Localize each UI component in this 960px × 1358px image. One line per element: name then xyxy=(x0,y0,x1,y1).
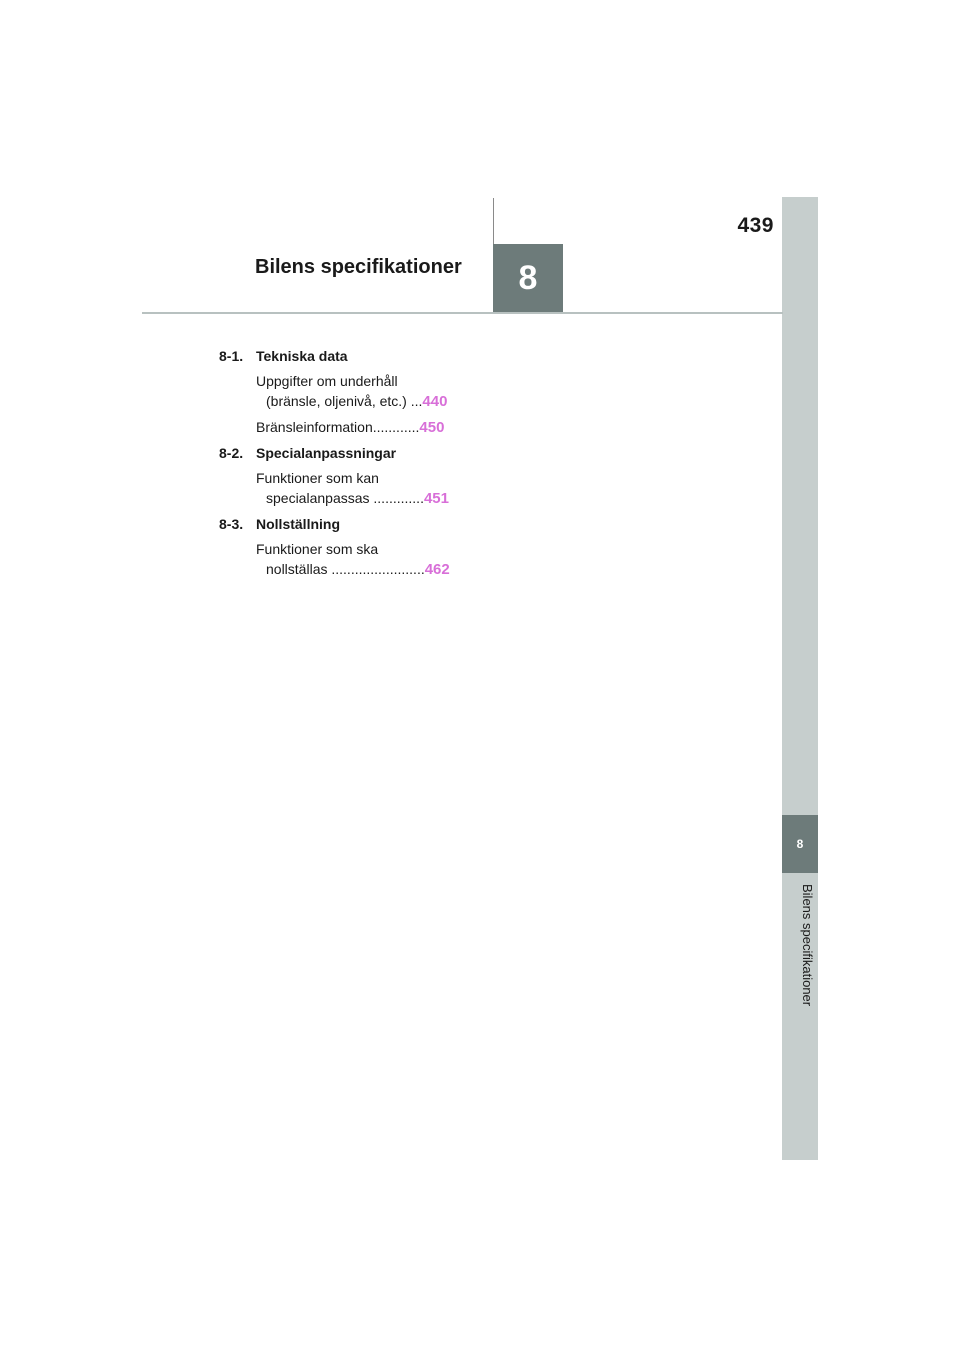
entry-page-link[interactable]: 450 xyxy=(419,419,445,436)
toc-section-8-2[interactable] xyxy=(219,443,479,463)
entry-text-line2: nollställas ........................ xyxy=(266,561,425,577)
entry-text-line1: Funktioner som kan xyxy=(256,470,379,486)
toc-section-8-1[interactable] xyxy=(219,346,479,366)
entry-page-link[interactable]: 451 xyxy=(423,490,449,507)
entry-text-line2: (bränsle, oljenivå, etc.) ... xyxy=(266,393,423,409)
entry-text-line2: specialanpassas ............. xyxy=(266,490,424,506)
section-title: Nollställning xyxy=(256,516,340,532)
entry-page-link[interactable]: 440 xyxy=(422,393,448,410)
toc-entry[interactable] xyxy=(219,468,479,509)
toc-entry[interactable] xyxy=(219,539,479,580)
section-number: 8-1. xyxy=(219,348,244,364)
side-tab-label: Bilens specifikationer xyxy=(800,884,815,1007)
section-title: Specialanpassningar xyxy=(256,445,397,461)
side-tab-number: 8 xyxy=(782,815,818,873)
chapter-title: Bilens specifikationer xyxy=(255,256,462,278)
section-title: Tekniska data xyxy=(256,348,348,364)
entry-text-line1: Uppgifter om underhåll xyxy=(256,373,398,389)
entry-text: Bränsleinformation............ xyxy=(256,419,420,435)
table-of-contents xyxy=(219,346,479,585)
section-number: 8-2. xyxy=(219,445,244,461)
entry-page-link[interactable]: 462 xyxy=(424,561,450,578)
toc-entry[interactable] xyxy=(219,417,479,438)
side-chapter-tab xyxy=(782,197,818,1160)
header-rule xyxy=(142,312,783,314)
entry-text-line1: Funktioner som ska xyxy=(256,541,379,557)
page-number: 439 xyxy=(737,214,774,237)
header-divider xyxy=(493,198,494,244)
section-number: 8-3. xyxy=(219,516,244,532)
toc-entry[interactable] xyxy=(219,371,479,412)
chapter-number-box: 8 xyxy=(493,244,563,313)
toc-section-8-3[interactable] xyxy=(219,514,479,534)
